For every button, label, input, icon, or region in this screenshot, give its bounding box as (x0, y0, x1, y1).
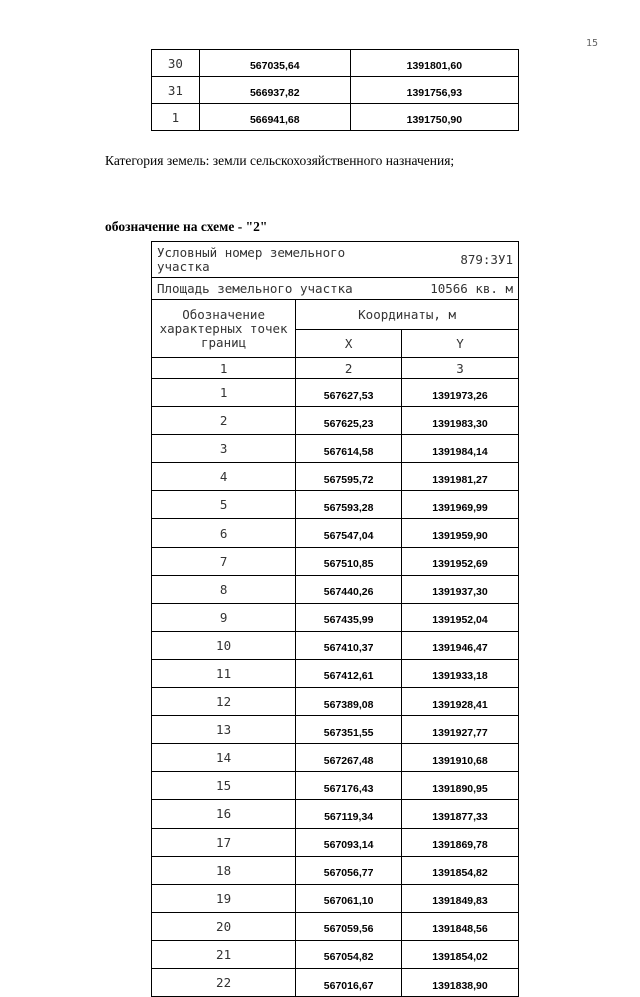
y-coordinate-cell: 1391848,56 (402, 912, 519, 940)
y-coordinate-cell: 1391937,30 (402, 575, 519, 603)
x-coordinate-cell: 567435,99 (296, 603, 402, 631)
points-header: Обозначение характерных точек границ (152, 300, 296, 358)
y-coordinate-cell: 1391838,90 (402, 968, 519, 996)
table-row (152, 463, 519, 491)
point-cell: 15 (152, 772, 296, 800)
page-number: 15 (585, 38, 598, 49)
top-coordinates-table (151, 49, 519, 131)
y-coordinate-cell: 1391984,14 (402, 435, 519, 463)
y-header: Y (402, 330, 519, 358)
point-cell: 21 (152, 940, 296, 968)
table-row (152, 884, 519, 912)
point-cell: 11 (152, 659, 296, 687)
x-coordinate-cell: 567119,34 (296, 800, 402, 828)
index-cell: 1 (152, 358, 296, 379)
area-label: Площадь земельного участка (157, 280, 353, 296)
y-coordinate-cell: 1391854,82 (402, 856, 519, 884)
column-header-row (152, 300, 519, 330)
y-coordinate-cell: 1391946,47 (402, 631, 519, 659)
table-row (152, 435, 519, 463)
x-coordinate-cell: 567093,14 (296, 828, 402, 856)
x-coordinate-cell: 567510,85 (296, 547, 402, 575)
parcel-coordinates-table (151, 241, 519, 997)
table-row (152, 772, 519, 800)
table-row (152, 856, 519, 884)
y-coordinate-cell: 1391973,26 (402, 379, 519, 407)
table-row (152, 519, 519, 547)
x-coordinate-cell: 567593,28 (296, 491, 402, 519)
x-coordinate-cell: 567625,23 (296, 407, 402, 435)
x-coordinate-cell: 567059,56 (296, 912, 402, 940)
coordinates-header: Координаты, м (296, 300, 519, 330)
y-coordinate-cell: 1391854,02 (402, 940, 519, 968)
x-coordinate-cell: 566937,82 (199, 77, 350, 104)
point-cell: 10 (152, 631, 296, 659)
table-row (152, 828, 519, 856)
index-cell: 3 (402, 358, 519, 379)
x-coordinate-cell: 567035,64 (199, 50, 350, 77)
point-cell: 1 (152, 379, 296, 407)
y-coordinate-cell: 1391952,04 (402, 603, 519, 631)
y-coordinate-cell: 1391969,99 (402, 491, 519, 519)
y-coordinate-cell: 1391877,33 (402, 800, 519, 828)
table-row (152, 912, 519, 940)
land-category-text: Категория земель: земли сельскохозяйственного назначения; (105, 153, 455, 168)
parcel-number-label: Условный номер земельного участка (157, 244, 346, 274)
point-cell: 19 (152, 884, 296, 912)
table-row (152, 575, 519, 603)
y-coordinate-cell: 1391959,90 (402, 519, 519, 547)
x-coordinate-cell: 567410,37 (296, 631, 402, 659)
table-row (152, 491, 519, 519)
y-coordinate-cell: 1391756,93 (350, 77, 518, 104)
x-coordinate-cell: 567351,55 (296, 716, 402, 744)
point-cell: 18 (152, 856, 296, 884)
x-coordinate-cell: 567627,53 (296, 379, 402, 407)
y-coordinate-cell: 1391981,27 (402, 463, 519, 491)
point-cell: 20 (152, 912, 296, 940)
x-coordinate-cell: 567389,08 (296, 688, 402, 716)
point-cell: 31 (152, 77, 200, 104)
point-cell: 3 (152, 435, 296, 463)
index-cell: 2 (296, 358, 402, 379)
x-coordinate-cell: 567176,43 (296, 772, 402, 800)
point-cell: 2 (152, 407, 296, 435)
table-row (152, 547, 519, 575)
table-row (152, 77, 519, 104)
x-coordinate-cell: 567412,61 (296, 659, 402, 687)
x-coordinate-cell: 567440,26 (296, 575, 402, 603)
table-row (152, 631, 519, 659)
table-row (152, 659, 519, 687)
point-cell: 22 (152, 968, 296, 996)
x-coordinate-cell: 567061,10 (296, 884, 402, 912)
point-cell: 16 (152, 800, 296, 828)
table-row (152, 104, 519, 131)
area-row (152, 278, 519, 300)
point-cell: 9 (152, 603, 296, 631)
table-row (152, 968, 519, 996)
table-row (152, 379, 519, 407)
point-cell: 17 (152, 828, 296, 856)
table-row (152, 50, 519, 77)
x-coordinate-cell: 567595,72 (296, 463, 402, 491)
point-cell: 6 (152, 519, 296, 547)
point-cell: 4 (152, 463, 296, 491)
table-row (152, 744, 519, 772)
parcel-number-value: 879:ЗУ1 (460, 251, 513, 267)
x-coordinate-cell: 567547,04 (296, 519, 402, 547)
y-coordinate-cell: 1391890,95 (402, 772, 519, 800)
y-coordinate-cell: 1391928,41 (402, 688, 519, 716)
x-coordinate-cell: 567614,58 (296, 435, 402, 463)
point-cell: 8 (152, 575, 296, 603)
y-coordinate-cell: 1391983,30 (402, 407, 519, 435)
y-coordinate-cell: 1391869,78 (402, 828, 519, 856)
y-coordinate-cell: 1391849,83 (402, 884, 519, 912)
x-header: X (296, 330, 402, 358)
column-index-row (152, 358, 519, 379)
point-cell: 14 (152, 744, 296, 772)
point-cell: 12 (152, 688, 296, 716)
y-coordinate-cell: 1391910,68 (402, 744, 519, 772)
y-coordinate-cell: 1391952,69 (402, 547, 519, 575)
y-coordinate-cell: 1391933,18 (402, 659, 519, 687)
table-row (152, 407, 519, 435)
table-row (152, 940, 519, 968)
table-row (152, 800, 519, 828)
y-coordinate-cell: 1391927,77 (402, 716, 519, 744)
scheme-designation-title: обозначение на схеме - "2" (105, 219, 268, 234)
x-coordinate-cell: 567267,48 (296, 744, 402, 772)
table-row (152, 688, 519, 716)
x-coordinate-cell: 566941,68 (199, 104, 350, 131)
point-cell: 7 (152, 547, 296, 575)
area-value: 10566 кв. м (430, 280, 513, 296)
x-coordinate-cell: 567016,67 (296, 968, 402, 996)
y-coordinate-cell: 1391750,90 (350, 104, 518, 131)
x-coordinate-cell: 567056,77 (296, 856, 402, 884)
point-cell: 5 (152, 491, 296, 519)
parcel-number-row (152, 242, 519, 278)
point-cell: 30 (152, 50, 200, 77)
x-coordinate-cell: 567054,82 (296, 940, 402, 968)
table-row (152, 716, 519, 744)
table-row (152, 603, 519, 631)
point-cell: 1 (152, 104, 200, 131)
y-coordinate-cell: 1391801,60 (350, 50, 518, 77)
point-cell: 13 (152, 716, 296, 744)
